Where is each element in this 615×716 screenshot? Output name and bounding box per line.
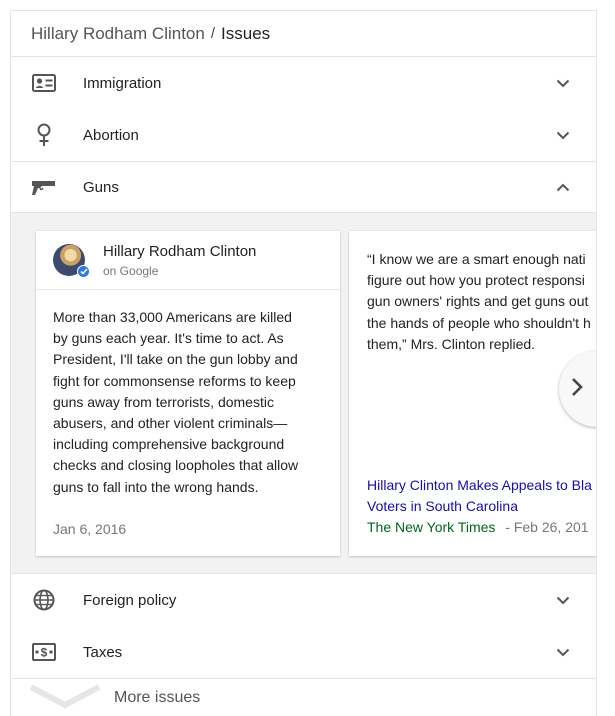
post-text-line: by guns each year. It's time to act. As [53, 330, 284, 347]
issue-label: Foreign policy [83, 591, 177, 609]
article-source: The New York Times [367, 519, 496, 535]
breadcrumb-separator: / [210, 25, 216, 42]
post-text-line: More than 33,000 Americans are killed [53, 309, 292, 325]
article-title-line[interactable]: Hillary Clinton Makes Appeals to Bla [367, 477, 592, 493]
chevron-down-icon[interactable] [556, 76, 570, 90]
issue-row-taxes[interactable] [11, 626, 596, 678]
post-card[interactable] [36, 231, 340, 556]
svg-text:$: $ [40, 645, 48, 660]
chevron-down-large-icon [29, 685, 101, 711]
post-author: Hillary Rodham Clinton [103, 242, 257, 260]
chevron-down-icon[interactable] [556, 593, 570, 607]
post-text-line: guns to fall into the wrong hands. [53, 478, 259, 495]
post-text-line: President, I'll take on the gun lobby and [53, 351, 298, 368]
article-meta [367, 519, 589, 535]
issue-row-immigration[interactable] [11, 57, 596, 109]
article-date: - Feb 26, 201 [505, 519, 589, 535]
article-title-line[interactable]: Voters in South Carolina [367, 498, 518, 515]
quote-line: the hands of people who shouldn't h [367, 314, 591, 331]
avatar [53, 244, 85, 276]
article-quote [367, 249, 596, 355]
breadcrumb-parent[interactable]: Hillary Rodham Clinton [31, 23, 205, 43]
chevron-down-icon[interactable] [556, 645, 570, 659]
id-card-icon [30, 69, 58, 97]
issue-label: Taxes [83, 643, 123, 661]
post-header [36, 231, 340, 290]
chevron-down-icon[interactable] [556, 128, 570, 142]
issues-panel [10, 10, 597, 716]
more-issues-label: More issues [114, 688, 201, 706]
quote-line: gun owners' rights and get guns out [367, 293, 589, 310]
issue-row-abortion[interactable] [11, 109, 596, 161]
article-title-link[interactable] [367, 475, 592, 517]
guns-expanded-carousel [11, 213, 596, 574]
post-text-line: including comprehensive background [53, 436, 285, 453]
female-symbol-icon [30, 121, 58, 149]
more-issues-button[interactable] [11, 678, 596, 716]
post-date: Jan 6, 2016 [53, 521, 127, 537]
quote-line: them,” Mrs. Clinton replied. [367, 335, 536, 352]
globe-icon [30, 586, 58, 614]
verified-badge-icon [77, 265, 90, 278]
post-source: on Google [103, 263, 159, 278]
issue-row-foreign-policy[interactable] [11, 574, 596, 626]
post-text-line: fight for commonsense reforms to keep [53, 372, 296, 389]
quote-line: figure out how you protect responsi [367, 272, 585, 289]
chevron-up-icon[interactable] [556, 180, 570, 194]
post-text-line: abusers, and other violent criminals— [53, 415, 288, 432]
issue-row-guns[interactable] [11, 161, 596, 213]
chevron-right-icon [571, 377, 583, 402]
breadcrumb [11, 11, 596, 57]
post-text-line: checks and closing loopholes that allow [53, 457, 299, 474]
issue-label: Guns [83, 178, 119, 196]
post-text-line: guns away from terrorists, domestic [53, 393, 274, 410]
breadcrumb-current: Issues [221, 23, 271, 43]
issue-label: Immigration [83, 74, 162, 92]
gun-icon [30, 173, 58, 201]
quote-line: “I know we are a smart enough nati [367, 251, 586, 267]
money-icon [30, 638, 58, 666]
post-text [36, 290, 340, 498]
issue-label: Abortion [83, 126, 139, 144]
